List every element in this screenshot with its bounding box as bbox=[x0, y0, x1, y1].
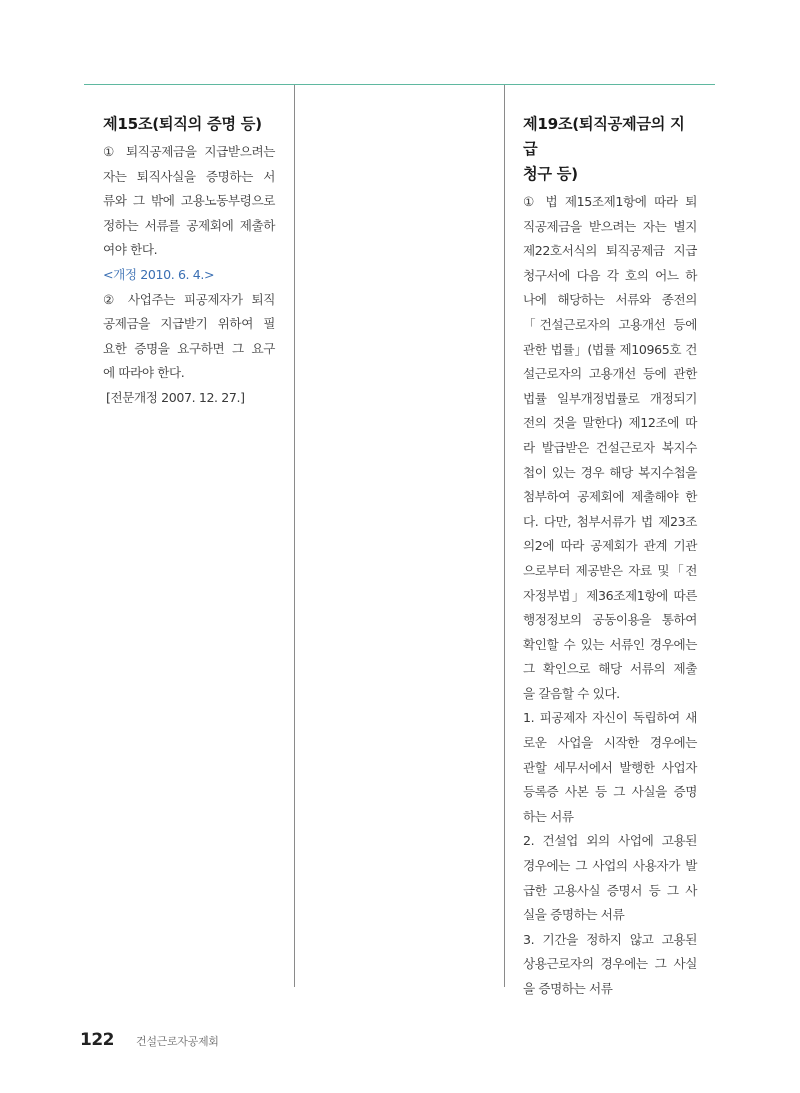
article-19-title-line: 청구 등) bbox=[523, 165, 578, 183]
column-divider-right bbox=[504, 85, 505, 987]
article-19-line: 경우에는 그 사업의 사용자가 발 bbox=[523, 858, 697, 874]
article-19-line: 을 증명하는 서류 bbox=[523, 981, 613, 996]
article-19-line: 실을 증명하는 서류 bbox=[523, 907, 625, 923]
article-15-line: ① 퇴직공제금을 지급받으려는 bbox=[103, 144, 275, 159]
article-15-line: 공제금을 지급받기 위하여 필 bbox=[103, 316, 275, 332]
article-19-line: 첨부하여 공제회에 제출해야 한 bbox=[523, 489, 697, 505]
article-19-line: 전의 것을 말한다) 제12조에 따 bbox=[523, 415, 697, 431]
header-rule bbox=[84, 84, 715, 85]
article-19-line: 「건설근로자의 고용개선 등에 bbox=[523, 316, 697, 332]
article-19-line: 그 확인으로 해당 서류의 제출 bbox=[523, 661, 697, 677]
article-19-line: 첩이 있는 경우 해당 복지수첩을 bbox=[523, 464, 697, 480]
article-19-line: 을 갈음할 수 있다. bbox=[523, 685, 620, 701]
page-number: 122 bbox=[80, 1030, 114, 1050]
article-15-line: 정하는 서류를 공제회에 제출하 bbox=[103, 217, 275, 233]
article-15-line: 자는 퇴직사실을 증명하는 서 bbox=[103, 168, 275, 184]
article-19-line: 법률 일부개정법률로 개정되기 bbox=[523, 390, 697, 406]
amendment-note: <개정 2010. 6. 4.> bbox=[103, 266, 215, 282]
article-19-line: 청구서에 다음 각 호의 어느 하 bbox=[523, 267, 697, 283]
footer-title: 건설근로자공제회 bbox=[136, 1035, 219, 1048]
article-19-line: 1. 피공제자 자신이 독립하여 새 bbox=[523, 710, 697, 726]
article-19-line: 다. 다만, 첨부서류가 법 제23조 bbox=[523, 513, 697, 529]
article-19-line: 관한 법률」(법률 제10965호 건 bbox=[523, 341, 697, 357]
article-19-title-line: 제19조(퇴직공제금의 지급 bbox=[523, 115, 685, 158]
article-19-line: 제22호서식의 퇴직공제금 지급 bbox=[523, 243, 697, 259]
article-15-line: 요한 증명을 요구하면 그 요구 bbox=[103, 340, 275, 356]
article-19-line: 행정정보의 공동이용을 통하여 bbox=[523, 612, 697, 628]
left-column bbox=[103, 112, 275, 411]
article-19-line: 으로부터 제공받은 자료 및「전 bbox=[523, 562, 697, 578]
article-19-line: 라 발급받은 건설근로자 복지수 bbox=[523, 439, 697, 455]
article-19-line: 확인할 수 있는 서류인 경우에는 bbox=[523, 636, 697, 652]
article-19-title bbox=[523, 112, 697, 187]
column-divider-left bbox=[294, 85, 295, 987]
article-19-body bbox=[523, 190, 697, 1002]
article-15-line: 류와 그 밖에 고용노동부령으로 bbox=[103, 193, 275, 209]
article-19-line: 의2에 따라 공제회가 관계 기관 bbox=[523, 538, 697, 554]
page-footer bbox=[80, 1030, 219, 1050]
article-19-line: ① 법 제15조제1항에 따라 퇴 bbox=[523, 194, 697, 209]
article-19-line: 급한 고용사실 증명서 등 그 사 bbox=[523, 882, 697, 898]
article-19-line: 로운 사업을 시작한 경우에는 bbox=[523, 735, 697, 751]
article-19-line: 관할 세무서에서 발행한 사업자 bbox=[523, 759, 697, 775]
article-15-title: 제15조(퇴직의 증명 등) bbox=[103, 115, 262, 133]
article-19-line: 자정부법」제36조제1항에 따른 bbox=[523, 587, 697, 603]
revision-note: [전문개정 2007. 12. 27.] bbox=[106, 389, 245, 405]
article-19-line: 3. 기간을 정하지 않고 고용된 bbox=[523, 931, 697, 947]
article-15-line: ② 사업주는 피공제자가 퇴직 bbox=[103, 291, 275, 307]
article-15-line: 에 따라야 한다. bbox=[103, 365, 185, 381]
article-15-line: 여야 한다. bbox=[103, 242, 158, 258]
article-19-line: 나에 해당하는 서류와 종전의 bbox=[523, 292, 697, 308]
article-19-line: 등록증 사본 등 그 사실을 증명 bbox=[523, 784, 697, 800]
article-19-line: 2. 건설업 외의 사업에 고용된 bbox=[523, 833, 697, 849]
article-19-line: 설근로자의 고용개선 등에 관한 bbox=[523, 366, 697, 382]
right-column bbox=[523, 112, 697, 1002]
article-19-line: 직공제금을 받으려는 자는 별지 bbox=[523, 218, 697, 234]
article-19-line: 상용근로자의 경우에는 그 사실 bbox=[523, 956, 697, 972]
article-19-line: 하는 서류 bbox=[523, 808, 574, 824]
